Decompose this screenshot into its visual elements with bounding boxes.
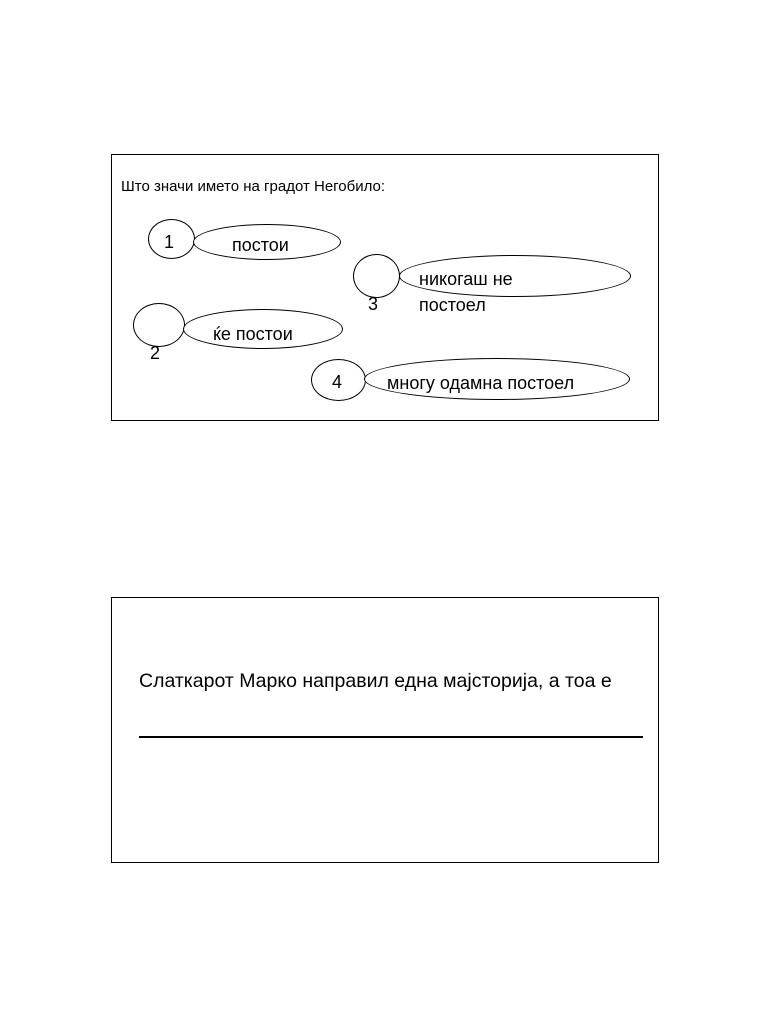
option-2-number: 2: [150, 343, 161, 363]
option-2-number-circle[interactable]: [133, 303, 185, 347]
option-3-label-line2: постоел: [419, 295, 486, 315]
answer-blank-line[interactable]: [139, 736, 643, 738]
option-3-label-line1: никогаш не: [419, 269, 513, 289]
option-4-label: многу одамна постоел: [387, 373, 575, 393]
option-1-label: постои: [232, 235, 289, 255]
quiz-slide-1: [111, 154, 659, 421]
option-4-number: 4: [332, 372, 343, 392]
option-3-number-circle[interactable]: [353, 254, 400, 298]
option-3-number: 3: [368, 294, 379, 314]
question-text: Што значи името на градот Негобило:: [121, 178, 386, 195]
sentence-prompt: Слаткарот Марко направил една мајсторија, а тоа е: [139, 670, 612, 692]
option-2-label: ќе постои: [213, 324, 293, 344]
quiz-slide-2: [111, 597, 659, 863]
option-1-number: 1: [164, 232, 175, 252]
